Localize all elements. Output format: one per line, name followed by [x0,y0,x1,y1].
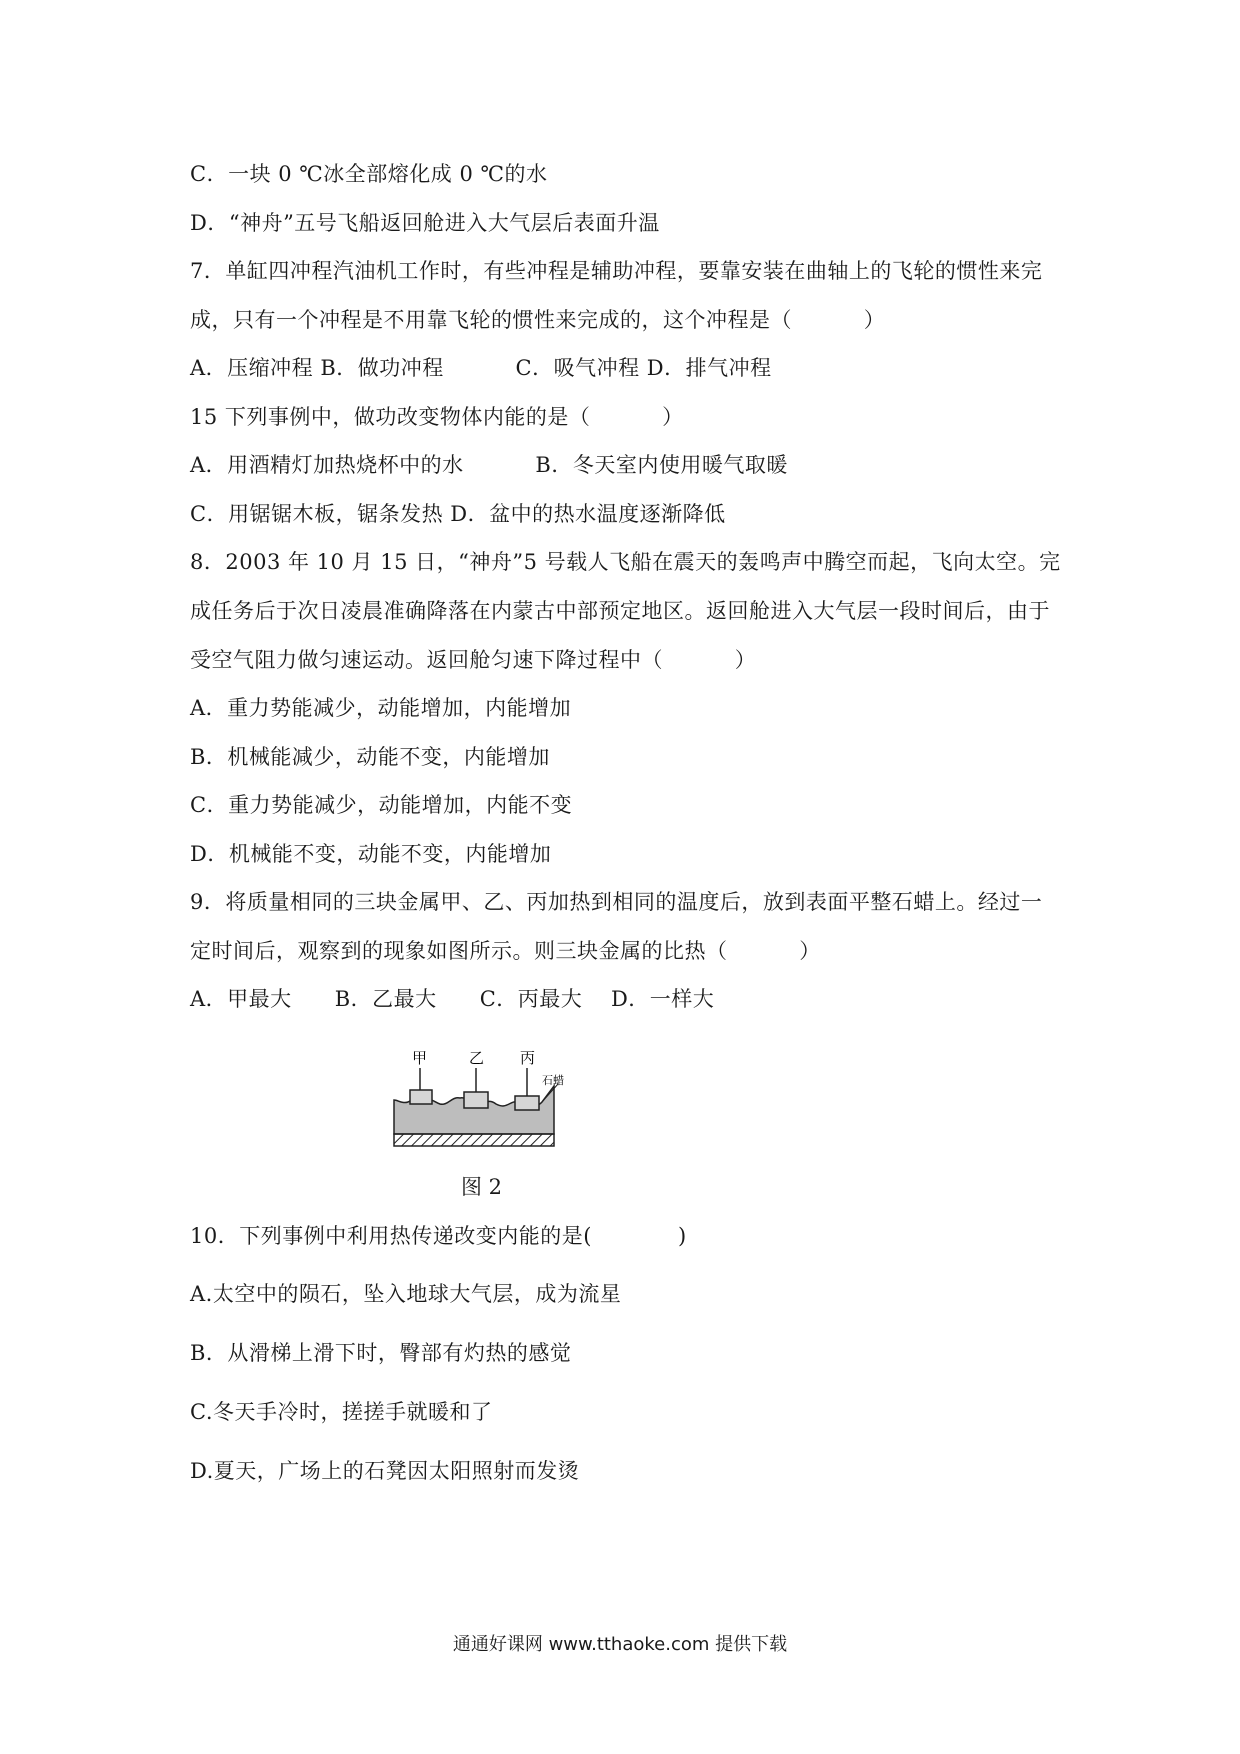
label-bing: 丙 [520,1049,536,1067]
question-10: 10．下列事例中利用热传递改变内能的是( ) [190,1224,687,1248]
option-c-6: C．一块 0 ℃冰全部熔化成 0 ℃的水 [190,162,548,186]
question-10-option-b: B．从滑梯上滑下时，臀部有灼热的感觉 [190,1341,572,1365]
label-wax: 石蜡 [542,1074,564,1087]
base-plate [394,1134,554,1146]
metal-bing [515,1096,539,1110]
option-d-6: D．“神舟”五号飞船返回舱进入大气层后表面升温 [190,211,660,235]
question-9-line-1: 9．将质量相同的三块金属甲、乙、丙加热到相同的温度后，放到表面平整石蜡上。经过一 [190,890,1043,914]
figure-caption: 图 2 [461,1175,503,1199]
question-15: 15 下列事例中，做功改变物体内能的是（ ） [190,405,684,429]
question-8-line-1: 8．2003 年 10 月 15 日，“神舟”5 号载人飞船在震天的轰鸣声中腾空而起，飞向太空。完 [190,550,1061,574]
label-jia: 甲 [412,1049,428,1067]
question-7-line-2: 成，只有一个冲程是不用靠飞轮的惯性来完成的，这个冲程是（ ） [190,308,886,332]
question-9-line-2: 定时间后，观察到的现象如图所示。则三块金属的比热（ ） [190,939,821,963]
question-10-option-c: C.冬天手冷时，搓搓手就暖和了 [190,1400,493,1424]
question-9-options: A．甲最大 B．乙最大 C．丙最大 D．一样大 [190,987,715,1011]
label-yi: 乙 [469,1049,485,1067]
question-8-option-a: A．重力势能减少，动能增加，内能增加 [190,696,572,720]
metal-yi [464,1092,488,1108]
wax-metal-figure [392,1046,572,1162]
page-footer: 通通好课网 www.tthaoke.com 提供下载 [452,1634,788,1655]
question-15-options-ab: A．用酒精灯加热烧杯中的水 B．冬天室内使用暖气取暖 [190,453,788,477]
question-8-option-d: D．机械能不变，动能不变，内能增加 [190,842,552,866]
question-10-option-a: A.太空中的陨石，坠入地球大气层，成为流星 [190,1282,622,1306]
question-7-line-1: 7．单缸四冲程汽油机工作时，有些冲程是辅助冲程，要靠安装在曲轴上的飞轮的惯性来完 [190,259,1043,283]
question-8-option-c: C．重力势能减少，动能增加，内能不变 [190,793,573,817]
question-8-line-2: 成任务后于次日凌晨准确降落在内蒙古中部预定地区。返回舱进入大气层一段时间后，由于 [190,599,1050,623]
question-8-line-3: 受空气阻力做匀速运动。返回舱匀速下降过程中（ ） [190,648,757,672]
question-8-option-b: B．机械能减少，动能不变，内能增加 [190,745,550,769]
metal-jia [410,1090,432,1104]
question-7-options: A．压缩冲程 B．做功冲程 C．吸气冲程 D．排气冲程 [190,356,772,380]
question-10-option-d: D.夏天，广场上的石凳因太阳照射而发烫 [190,1459,580,1483]
question-15-options-cd: C．用锯锯木板，锯条发热 D．盆中的热水温度逐渐降低 [190,502,726,526]
